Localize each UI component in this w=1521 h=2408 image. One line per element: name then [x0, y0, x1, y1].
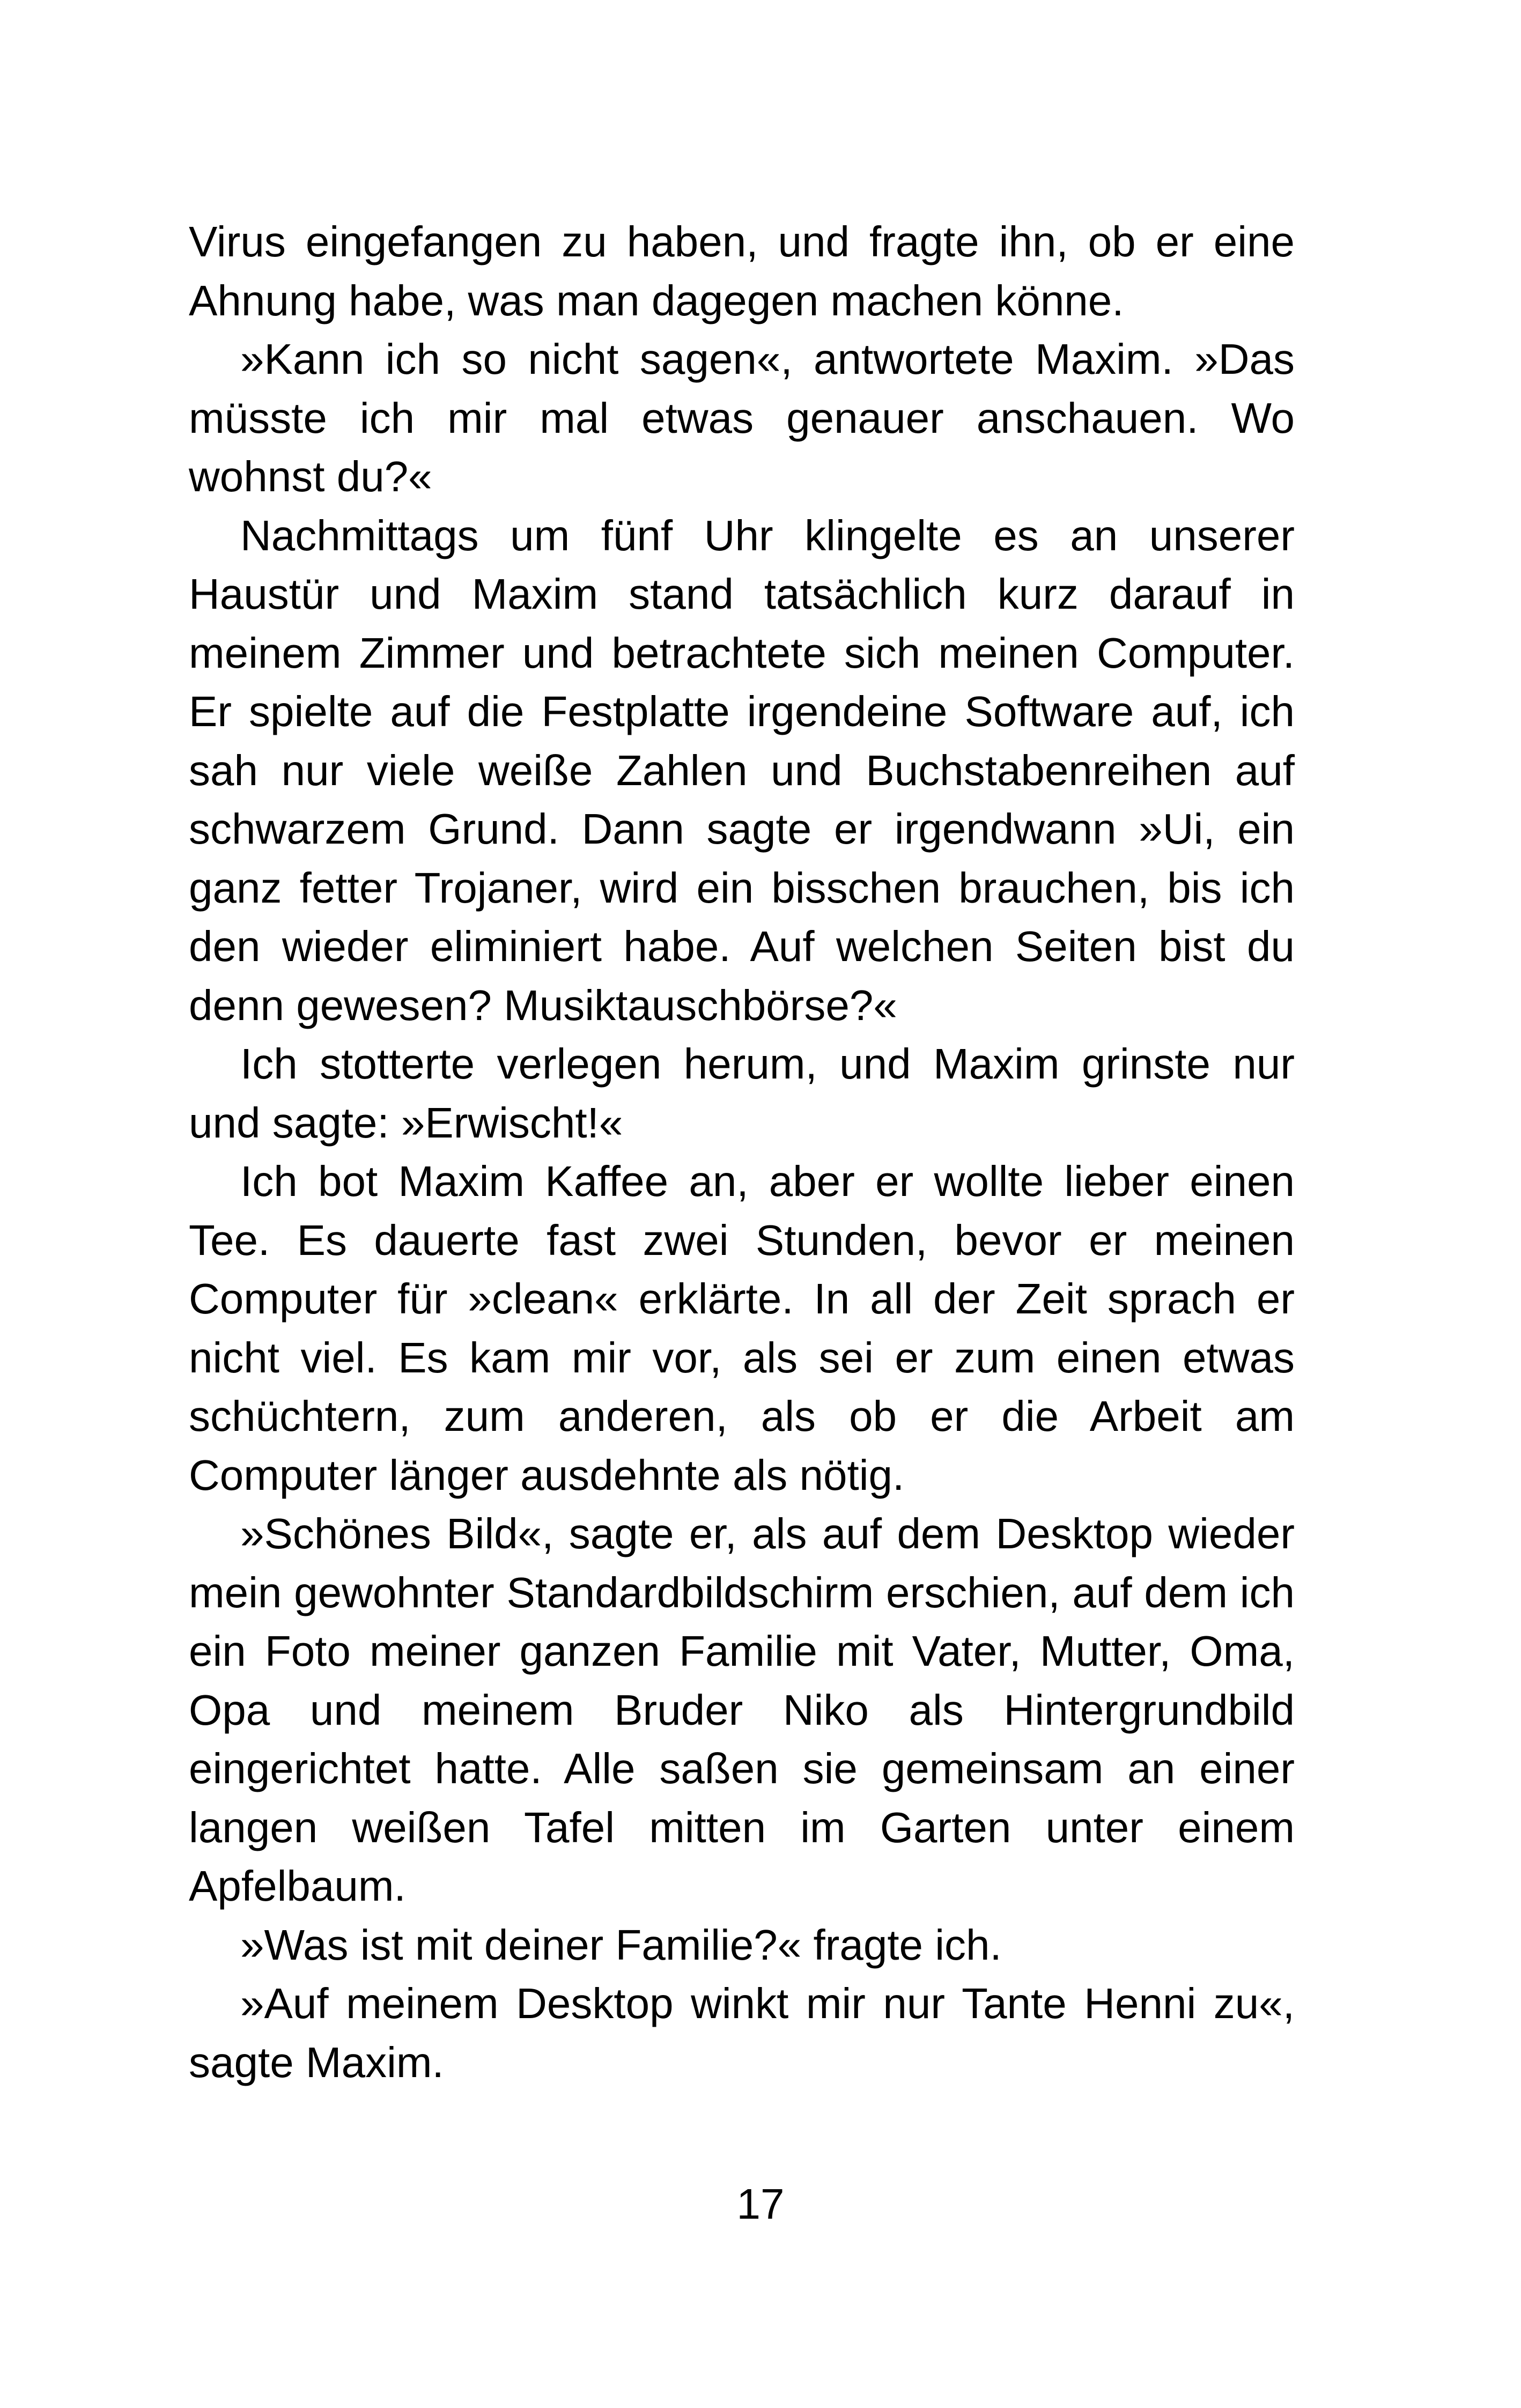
paragraph-5: Ich bot Maxim Kaffee an, aber er wollte lieber einen Tee. Es dauerte fast zwei Stunden, bevor er meinen Computer für »clean« erklärte. In all der Zeit sprach er nicht viel. Es kam mir vor, als sei er zum einen etwas schüchtern, zum anderen, als ob er die Arbeit am Computer länger ausdehnte als nötig. [189, 1157, 1295, 1499]
paragraph-3: Nachmittags um fünf Uhr klingelte es an unserer Haustür und Maxim stand tatsächlich kurz darauf in meinem Zimmer und betrachtete sich meinen Computer. Er spielte auf die Festplatte irgendeine Software auf, ich sah nur viele weiße Zahlen und Buchstabenreihen auf schwarzem Grund. Dann sagte er irgendwann »Ui, ein ganz fetter Trojaner, wird ein bisschen brauchen, bis ich den wieder eliminiert habe. Auf welchen Seiten bist du denn gewesen? Musiktauschbörse?« [189, 511, 1295, 1029]
paragraph-1: Virus eingefangen zu haben, und fragte ihn, ob er eine Ahnung habe, was man dagegen machen könne. [189, 218, 1295, 324]
paragraph-8: »Auf meinem Desktop winkt mir nur Tante Henni zu«, sagte Maxim. [189, 1979, 1295, 2086]
paragraph-4: Ich stotterte verlegen herum, und Maxim grinste nur und sagte: »Erwischt!« [189, 1040, 1295, 1147]
paragraph-2: »Kann ich so nicht sagen«, antwortete Maxim. »Das müsste ich mir mal etwas genauer anschauen. Wo wohnst du?« [189, 335, 1295, 500]
page-number: 17 [736, 2180, 785, 2228]
page-body [189, 212, 1295, 2092]
paragraph-6: »Schönes Bild«, sagte er, als auf dem Desktop wieder mein gewohnter Standardbildschirm erschien, auf dem ich ein Foto meiner ganzen Familie mit Vater, Mutter, Oma, Opa und meinem Bruder Niko als Hintergrundbild eingerichtet hatte. Alle saßen sie gemeinsam an einer langen weißen Tafel mitten im Garten unter einem Apfelbaum. [189, 1510, 1295, 1910]
paragraph-7: »Was ist mit deiner Familie?« fragte ich. [240, 1921, 1002, 1969]
